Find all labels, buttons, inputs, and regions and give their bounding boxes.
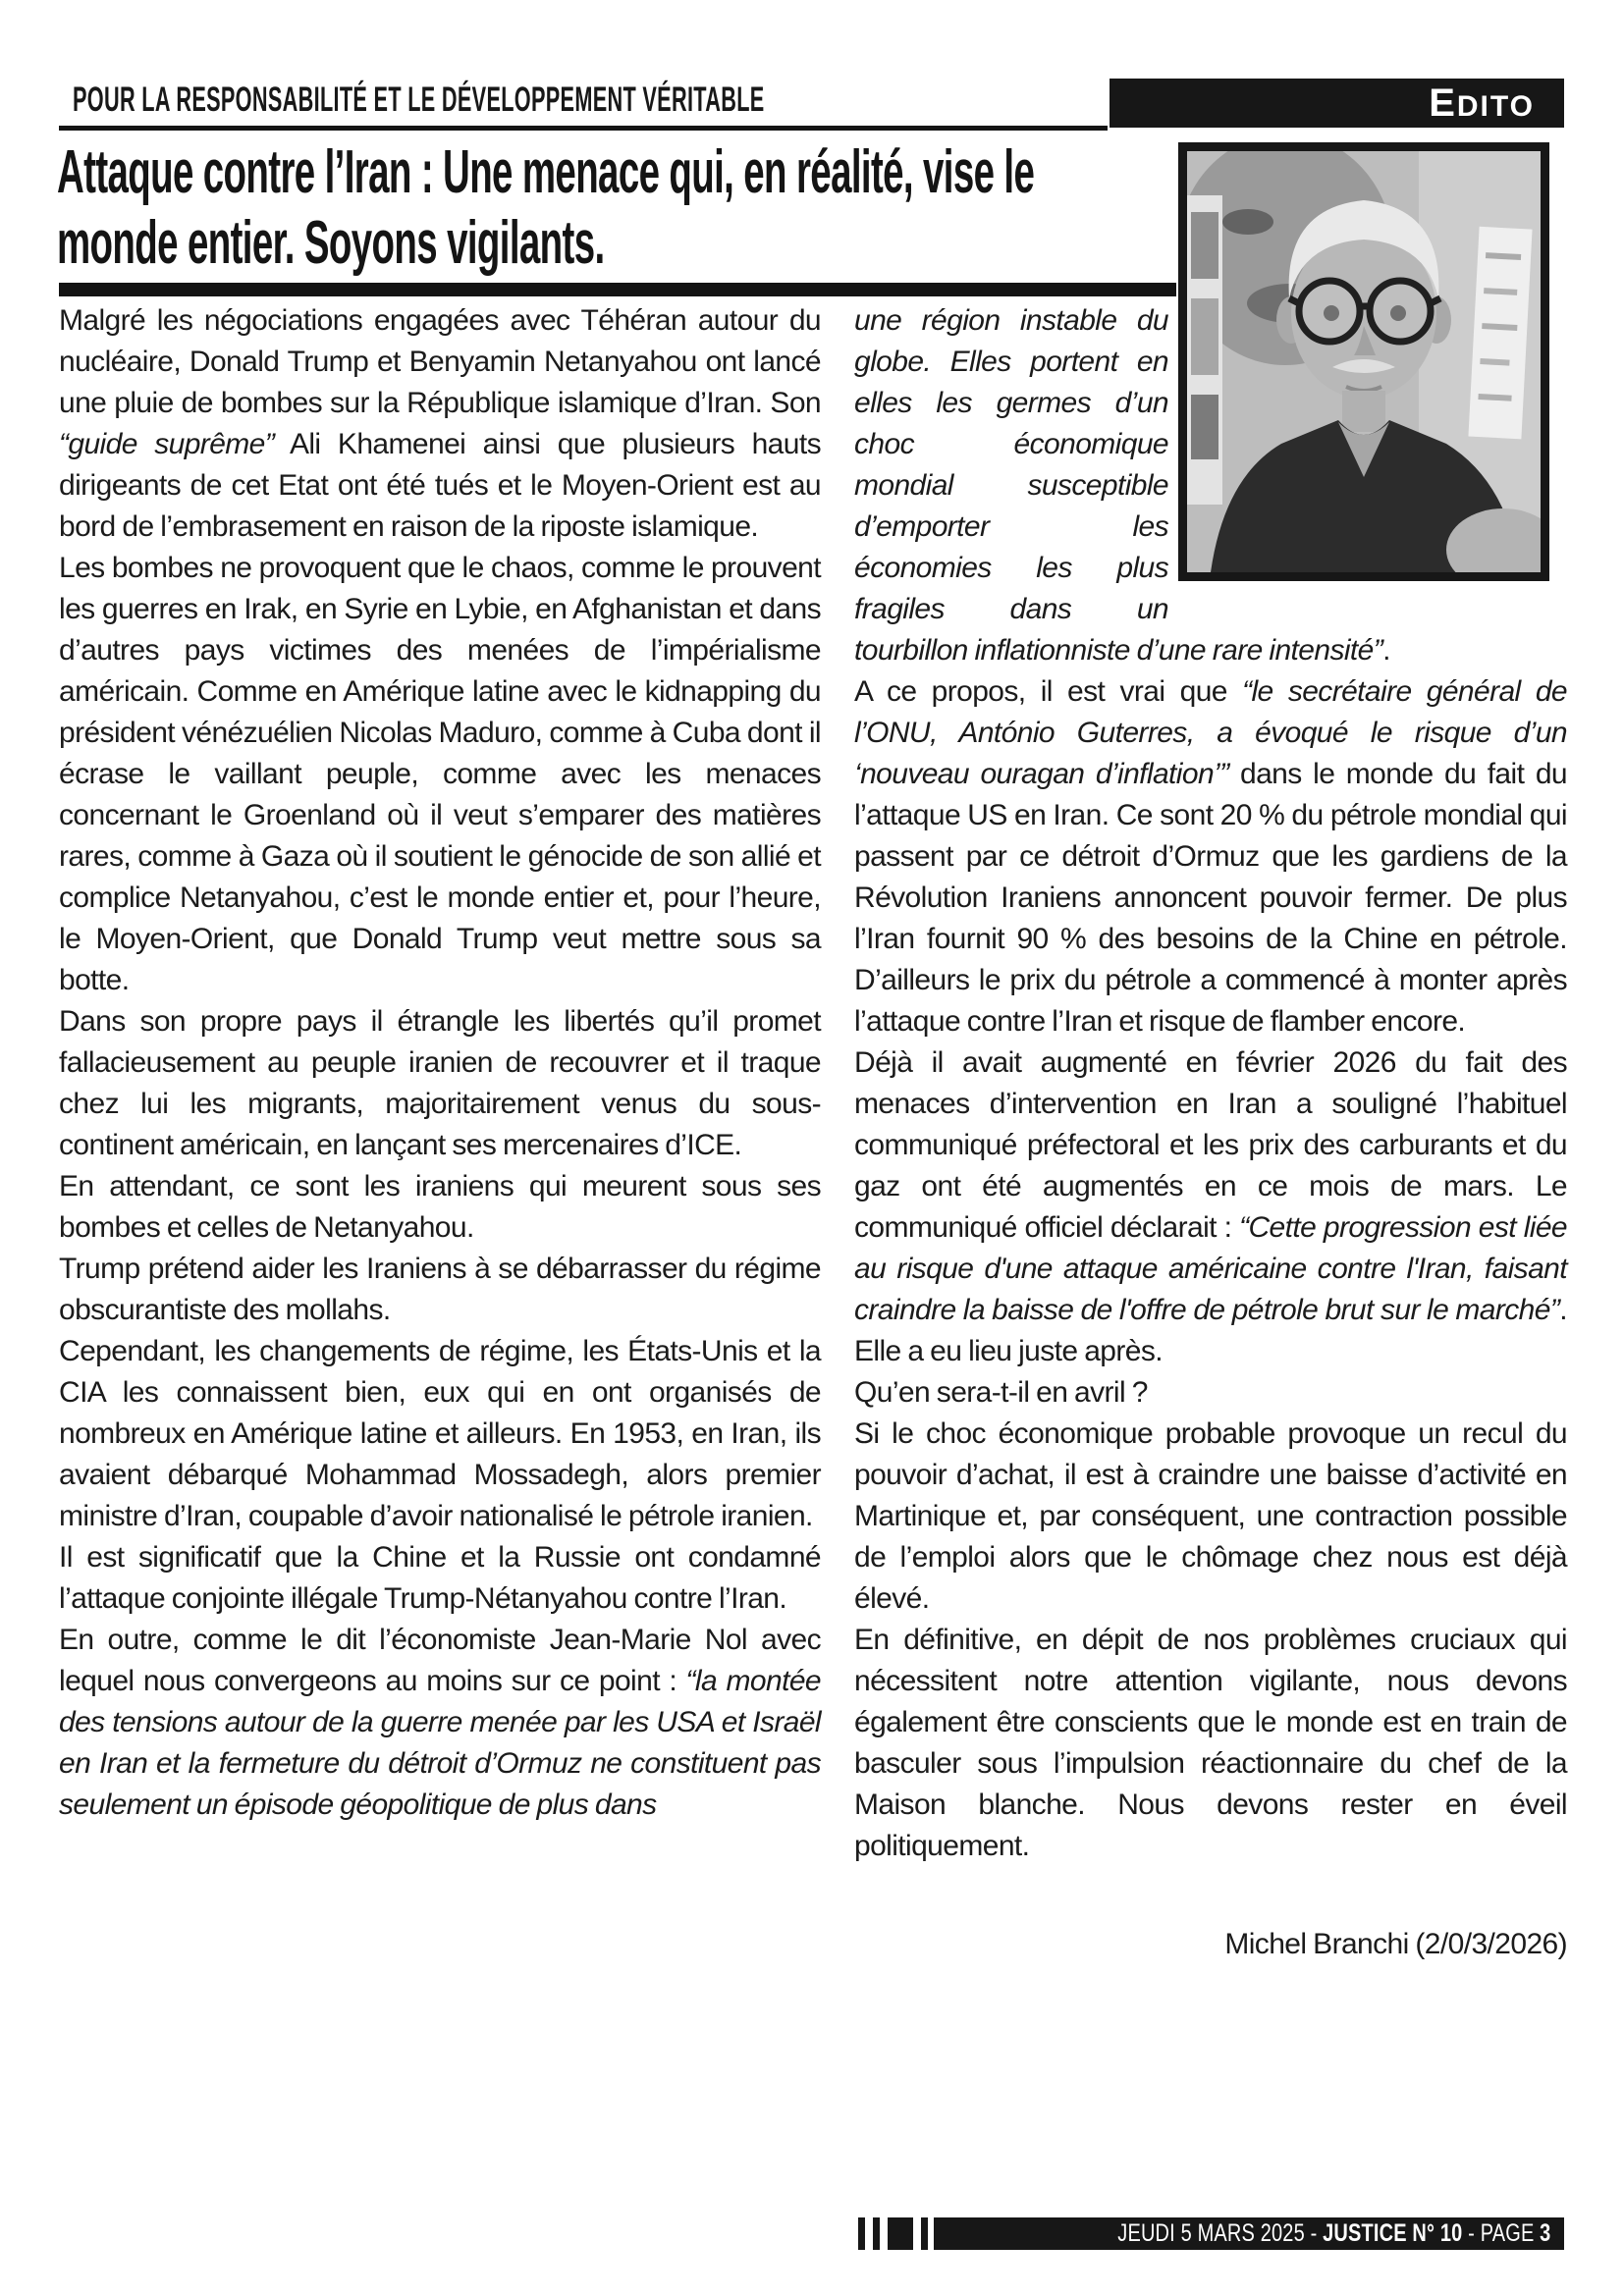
footer-bar-tick: [873, 2217, 880, 2250]
footer-bar-block: [888, 2217, 913, 2250]
footer-bar-tick: [921, 2217, 928, 2250]
edito-section-box: [1110, 79, 1564, 128]
footer-folio-text: JEUDI 5 MARS 2025 - JUSTICE N° 10 - PAGE 3: [1116, 2219, 1550, 2247]
paragraph: Malgré les négociations engagées avec Téhéran autour du nucléaire, Donald Trump et Benyamin Netanyahou ont lancé une pluie de bombes sur la République islamique d’Iran. Son “guide suprême” Ali Khamenei ainsi que plusieurs hauts dirigeants de cet Etat ont été tués et le Moyen-Orient est au bord de l’embrasement en raison de la riposte islamique.: [59, 304, 821, 543]
paragraph: Il est significatif que la Chine et la Russie ont condamné l’attaque conjointe illégale Trump-Nétanyahou contre l’Iran.: [59, 1541, 821, 1615]
paragraph: Dans son propre pays il étrangle les libertés qu’il promet fallacieusement au peuple iranien de recouvrer et il traque chez lui les migrants, majoritairement venus du sous-continent américain, en lançant ses mercenaires d’ICE.: [59, 1005, 821, 1161]
paragraph: A ce propos, il est vrai que “le secrétaire général de l’ONU, António Guterres, a évoqué le risque d’un ‘nouveau ouragan d’inflation’” dans le monde du fait du l’attaque US en Iran. Ce sont 20 % du pétrole mondial qui passent par ce détroit d’Ormuz que les gardiens de la Révolution Iraniens annoncent pouvoir fermer. De plus l’Iran fournit 90 % des besoins de la Chine en pétrole. D’ailleurs le prix du pétrole a commencé à monter après l’attaque contre l’Iran et risque de flamber encore.: [854, 675, 1567, 1038]
footer-folio-bar: [934, 2217, 1564, 2250]
paragraph: Les bombes ne provoquent que le chaos, comme le prouvent les guerres en Irak, en Syrie en Lybie, en Afghanistan et dans d’autres pays victimes des menées de l’impérialisme américain. Comme en Amérique latine avec le kidnapping du président vénézuélien Nicolas Maduro, comme à Cuba dont il écrase le vaillant peuple, comme avec les menaces concernant le Groenland où il veut s’emparer des matières rares, comme à Gaza où il soutient le génocide de son allié et complice Netanyahou, c’est le monde entier et, pour l’heure, le Moyen-Orient, que Donald Trump veut mettre sous sa botte.: [59, 552, 821, 996]
paragraph: En définitive, en dépit de nos problèmes cruciaux qui nécessitent notre attention vigilante, nous devons également être conscients que le monde est en train de basculer sous l’impulsion réactionnaire du chef de la Maison blanche. Nous devons rester en éveil politiquement.: [854, 1624, 1567, 1862]
paragraph: Si le choc économique probable provoque un recul du pouvoir d’achat, il est à craindre une baisse d’activité en Martinique et, par conséquent, une contraction possible de l’emploi alors que le chômage chez nous est déjà élevé.: [854, 1417, 1567, 1615]
footer-bar-tick: [858, 2217, 865, 2250]
article-body: [59, 300, 1567, 1965]
paragraph: En outre, comme le dit l’économiste Jean-Marie Nol avec lequel nous convergeons au moins sur ce point : “la montée des tensions autour de la guerre menée par les USA et Israël en Iran et la fermeture du détroit d’Ormuz ne constituent pas seulement un épisode géopolitique de plus dans: [59, 1624, 821, 1821]
masthead-slogan: POUR LA RESPONSABILITÉ ET LE DÉVELOPPEMENT VÉRITABLE: [73, 80, 765, 119]
paragraph: Cependant, les changements de régime, les États-Unis et la CIA les connaissent bien, eux qui en ont organisés de nombreux en Amérique latine et ailleurs. En 1953, en Iran, ils avaient débarqué Mohammad Mossadegh, alors premier ministre d’Iran, coupable d’avoir nationalisé le pétrole iranien.: [59, 1335, 821, 1532]
article-column-1: [59, 300, 821, 1965]
paragraph: une région instable du globe. Elles portent en elles les germes d’un choc économique mondial susceptible d’emporter les économies les plus fragiles dans un tourbillon inflationniste d’une rare intensité”.: [854, 304, 1390, 667]
header-rule: [59, 126, 1108, 131]
edito-section-label: EDITO: [1429, 81, 1535, 125]
photo-wrap-spacer: [1168, 300, 1567, 595]
paragraph: Trump prétend aider les Iraniens à se débarrasser du régime obscurantiste des mollahs.: [59, 1253, 821, 1326]
headline-underline-bar: [59, 283, 1176, 296]
paragraph: Qu’en sera-t-il en avril ?: [854, 1376, 1148, 1409]
article-headline: Attaque contre l’Iran : Une menace qui, en réalité, vise le monde entier. Soyons vigilants.: [57, 138, 1035, 277]
paragraph: En attendant, ce sont les iraniens qui meurent sous ses bombes et celles de Netanyahou.: [59, 1170, 821, 1244]
article-column-2: [854, 300, 1567, 1965]
footer-decorative-bars: [858, 2217, 928, 2250]
author-signature: Michel Branchi (2/0/3/2026): [1224, 1928, 1567, 1960]
paragraph: Déjà il avait augmenté en février 2026 du fait des menaces d’intervention en Iran a souligné l’habituel communiqué préfectoral et les prix des carburants et du gaz ont été augmentés en ce mois de mars. Le communiqué officiel déclarait : “Cette progression est liée au risque d'une attaque américaine contre l'Iran, faisant craindre la baisse de l'offre de pétrole brut sur le marché”. Elle a eu lieu juste après.: [854, 1046, 1567, 1367]
